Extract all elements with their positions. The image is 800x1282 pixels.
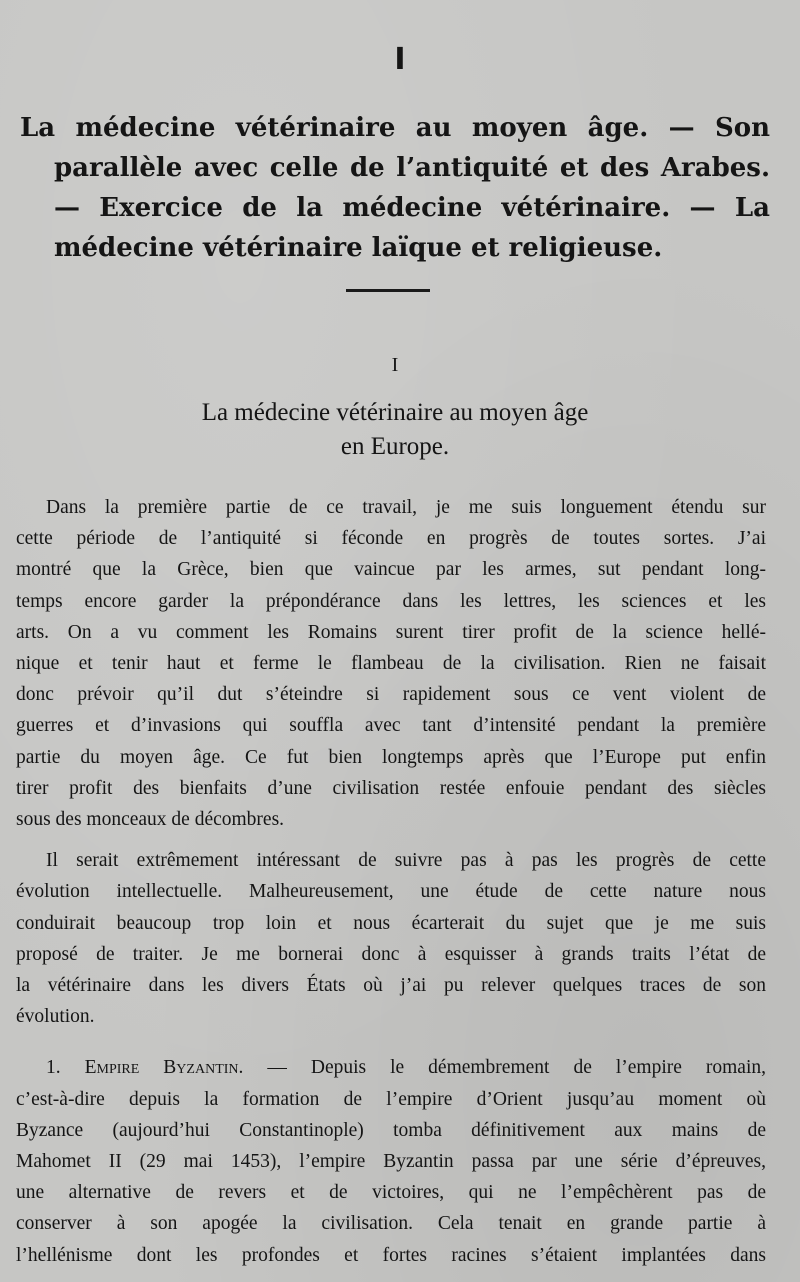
text-line: donc prévoir qu’il dut s’éteindre si rapidement sous ce vent violent de (16, 684, 766, 706)
chapter-title-line: médecine vétérinaire laïque et religieuse. (54, 233, 663, 263)
section-lead: 1. Empire Byzantin. (46, 1057, 244, 1079)
text-line: Il serait extrêmement intéressant de suivre pas à pas les progrès de cette (46, 850, 766, 872)
paragraph (16, 1052, 766, 1270)
text-line: l’hellénisme dont les profondes et fortes racines s’étaient implantées dans (16, 1244, 766, 1266)
text-line: conduirait beaucoup trop loin et nous écarterait du sujet que je me suis (16, 912, 766, 934)
text-line: Mahomet II (29 mai 1453), l’empire Byzantin passa par une série d’épreuves, (16, 1151, 766, 1173)
paragraph (16, 492, 766, 835)
text-line: guerres et d’invasions qui souffla avec tant d’intensité pendant la première (16, 715, 766, 737)
text-line: Byzance (aujourd’hui Constantinople) tomba définitivement aux mains de (16, 1119, 766, 1141)
text-line: Dans la première partie de ce travail, je me suis longuement étendu sur (46, 497, 766, 518)
title-divider (346, 289, 430, 292)
text-line: arts. On a vu comment les Romains surent tirer profit de la science hellé- (16, 621, 766, 643)
chapter-title-line: La médecine vétérinaire au moyen âge. — Son (20, 113, 770, 143)
text-line: partie du moyen âge. Ce fut bien longtemps après que l’Europe put enfin (16, 746, 766, 768)
text-line: une alternative de revers et de victoires, qui ne l’empêchèrent pas de (16, 1182, 766, 1204)
chapter-title (20, 108, 770, 268)
body-text (16, 492, 766, 1271)
text-line: montré que la Grèce, bien que vaincue par les armes, sut pendant long- (16, 559, 766, 581)
text-line: cette période de l’antiquité si féconde en progrès de toutes sortes. J’ai (16, 528, 766, 550)
text-line: évolution. (16, 1006, 95, 1028)
text-line: sous des monceaux de décombres. (16, 809, 285, 831)
chapter-title-line: parallèle avec celle de l’antiquité et des Arabes. (54, 153, 770, 183)
text-line (16, 1052, 766, 1083)
section-number: I (391, 354, 399, 376)
section-title (0, 396, 790, 464)
paragraph (16, 845, 766, 1032)
text-line: c’est-à-dire depuis la formation de l’empire d’Orient jusqu’au moment où (16, 1088, 766, 1110)
text-line: tirer profit des bienfaits d’une civilisation restée enfouie pendant des siècles (16, 777, 766, 799)
text-line: proposé de traiter. Je me bornerai donc à esquisser à grands traits l’état de (16, 943, 766, 965)
text-line: nique et tenir haut et ferme le flambeau de la civilisation. Rien ne faisait (16, 653, 766, 675)
text-fragment: — Depuis le démembrement de l’empire romain, (243, 1057, 766, 1079)
section-title-line: en Europe. (340, 433, 450, 460)
chapter-number: I (394, 42, 406, 77)
text-line: la vétérinaire dans les divers États où j’ai pu relever quelques traces de son (16, 975, 766, 997)
text-line: évolution intellectuelle. Malheureusement, une étude de cette nature nous (16, 881, 766, 903)
text-line: temps encore garder la prépondérance dans les lettres, les sciences et les (16, 590, 766, 612)
text-line: conserver à son apogée la civilisation. Cela tenait en grande partie à (16, 1213, 766, 1235)
section-title-line: La médecine vétérinaire au moyen âge (201, 399, 589, 426)
chapter-title-line: — Exercice de la médecine vétérinaire. — La (54, 193, 770, 223)
